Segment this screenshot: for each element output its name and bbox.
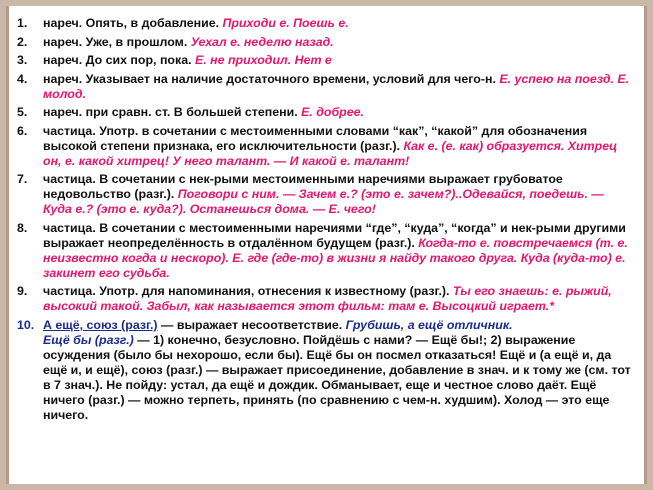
- list-item: [17, 221, 632, 281]
- entry-body: [43, 16, 632, 31]
- entry-definition: частица. Употр. для напоминания, отнесения к известному (разг.).: [43, 284, 453, 298]
- entry-example: Как е. (е. как) образуется. Хитрец он, е. какой хитрец! У него талант. — И какой е. талант!: [43, 138, 618, 168]
- list-item: [17, 105, 632, 120]
- entry-example: Грубишь, а ещё отличник.: [345, 318, 513, 332]
- entry-number: 2.: [17, 34, 28, 49]
- list-item: [17, 318, 632, 423]
- entry-definition: нареч. Указывает на наличие достаточного времени, условий для чего-н.: [43, 71, 500, 86]
- entry-number: 8.: [17, 220, 28, 235]
- entry-number: 1.: [17, 16, 28, 30]
- entry-number: 4.: [17, 71, 28, 86]
- list-item: [17, 72, 632, 102]
- entry-body: [43, 172, 632, 217]
- entry-definition: частица. В сочетании с местоименными наречиями “где”, “куда”, “когда” и нек-рыми другими выражает неопределённость в отдалённом будущем (разг.).: [43, 220, 626, 250]
- entry-body: [43, 318, 632, 423]
- list-item: [17, 124, 632, 169]
- entry-body: [43, 124, 632, 169]
- entry-definition: частица. В сочетании с нек-рыми местоименными наречиями выражает грубоватое недовольство (разг.).: [43, 172, 563, 201]
- list-item: [17, 284, 632, 314]
- entry-example: Е. успею на поезд. Е. молод.: [43, 71, 630, 101]
- entry-number: 3.: [17, 53, 28, 67]
- entry-example: Поговори с ним. — Зачем е.? (это е. зачем?)..Одевайся, поедешь. — Куда е.? (это е. куда?). Останешься дома. — Е. чего!: [43, 187, 604, 216]
- list-item: [17, 53, 632, 68]
- entry-definition: нареч. Уже, в прошлом.: [43, 34, 191, 49]
- entry-number: 9.: [17, 284, 28, 298]
- entry-number: 6.: [17, 123, 28, 138]
- entry-number: 5.: [17, 105, 28, 119]
- entry-definition: — выражает несоответствие.: [157, 318, 346, 332]
- list-item: [17, 35, 632, 50]
- entry-body: [43, 72, 632, 102]
- entry-list: [9, 6, 644, 423]
- entry-number: 10.: [17, 318, 35, 332]
- entry-number: 7.: [17, 172, 28, 186]
- entry-body: [43, 105, 632, 120]
- entry-example: Когда-то е. повстречаемся (т. е. неизвестно когда и нескоро). Е. где (где-то) в жизни я найду такого друга. Куда (куда-то) е. закинет его судьба.: [43, 235, 628, 280]
- entry-definition: — 1) конечно, безусловно. Пойдёшь с нами? — Ещё бы!; 2) выражение осуждения (было бы нехорошо, если бы). Ещё бы он посмел отказаться! Ещё и (а ещё и, да ещё и, и ещё), союз (разг.) — выражает присоединение, добавление в знач. и к тому же (см. тот в 7 знач.). Не пойду: устал, да ещё и дождик. Обманывает, еще и честное слово даёт. Ещё ничего (разг.) — можно терпеть, принять (по сравнению с чем-н. худшим). Холод — это еще ничего.: [43, 333, 631, 422]
- entry-body: [43, 284, 632, 314]
- entry-definition: нареч. при сравн. ст. В большей степени.: [43, 105, 302, 119]
- entry-headword: А ещё, союз (разг.): [43, 318, 158, 332]
- entry-definition: нареч. До сих пор, пока.: [43, 53, 195, 67]
- entry-body: [43, 53, 632, 68]
- list-item: [17, 16, 632, 31]
- entry-example: Уехал е. неделю назад.: [190, 34, 334, 49]
- entry-example: Приходи е. Поешь е.: [222, 16, 349, 30]
- entry-example: Ещё бы (разг.): [43, 333, 134, 347]
- entry-definition: нареч. Опять, в добавление.: [43, 16, 223, 30]
- entry-body: [43, 35, 632, 50]
- list-item: [17, 172, 632, 217]
- entry-example: Е. не приходил. Нет е: [194, 53, 332, 67]
- entry-example: Ты его знаешь: е. рыжий, высокий такой. Забыл, как называется этот фильм: там е. Высоцкий играет.*: [43, 284, 612, 313]
- entry-definition: частица. Употр. в сочетании с местоименными словами “как”, “какой” для обозначения высокой степени признака, его исключительности (разг.).: [43, 123, 588, 153]
- slide-page: [6, 6, 647, 484]
- entry-body: [43, 221, 632, 281]
- entry-example: Е. добрее.: [301, 105, 364, 119]
